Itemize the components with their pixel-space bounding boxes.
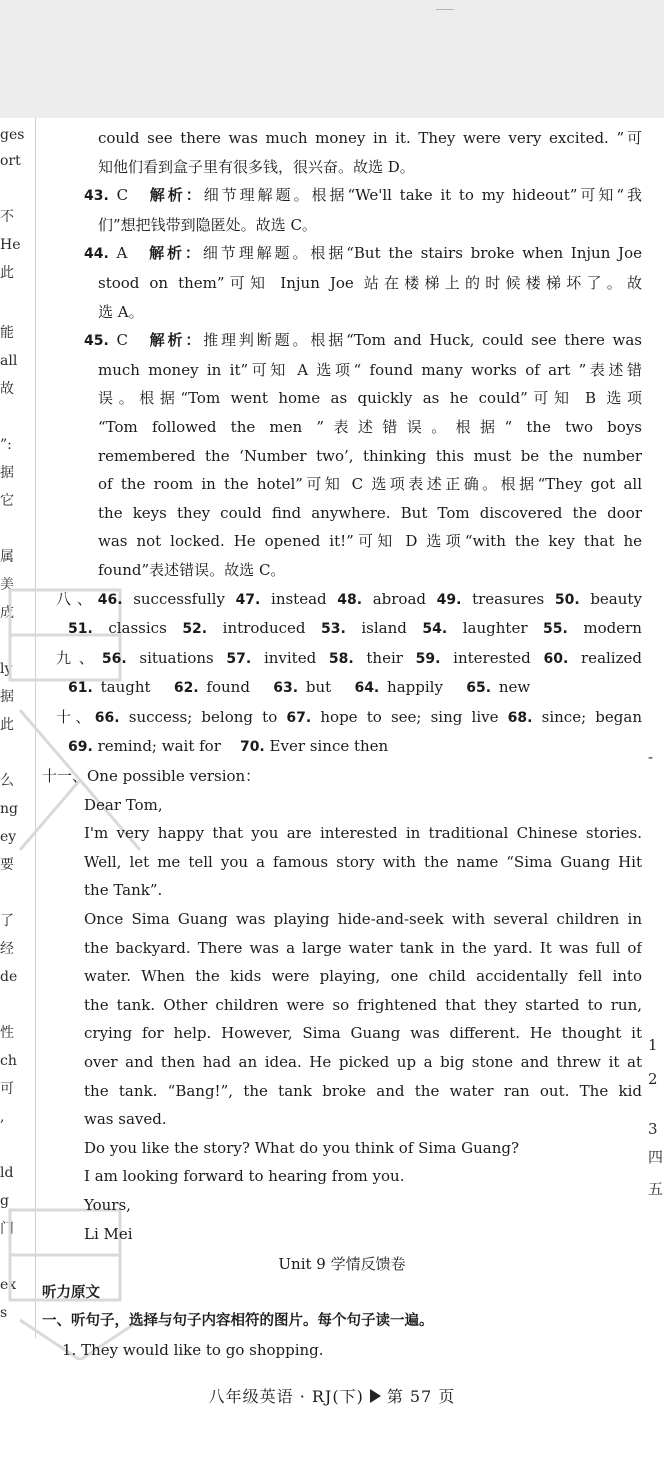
listening-title: 听力原文 [42, 1284, 100, 1301]
listening-item-1: 1. They would like to go shopping. [62, 1340, 324, 1359]
left-edge-fragment: ort [0, 153, 21, 169]
item-answer: laughter [462, 619, 528, 638]
continued-line-1: could see there was much money in it. They were very excited. ”可 [98, 129, 642, 147]
item-number: 53. [321, 621, 346, 638]
section-label: 九、 [56, 648, 102, 667]
letter-line: crying for help. However, Sima Guang was different. He thought it [84, 1024, 642, 1043]
right-edge-fragment: 2 [648, 1070, 658, 1088]
letter-line: the Tank”. [84, 881, 163, 900]
answer-45-line-9: found”表述错误。故选 C。 [98, 560, 286, 579]
answer-45-line-8: was not locked. He opened it!”可知 D 选项“with the key that he [98, 532, 642, 551]
letter-line: water. When the kids were playing, one child accidentally fell into [84, 967, 642, 986]
left-edge-fragment: 门 [0, 1221, 14, 1237]
letter-body [42, 819, 642, 1191]
letter-line: the backyard. There was a large water tank in the yard. It was full of [84, 938, 642, 957]
item-answer: classics [108, 619, 167, 638]
answer-choice: C [116, 331, 128, 350]
section-label: 十、 [56, 707, 95, 726]
left-edge-fragment: 经 [0, 941, 14, 957]
left-edge-fragment: ”: [0, 437, 12, 453]
left-edge-fragment: 此 [0, 265, 14, 281]
item-number: 58. [328, 650, 354, 667]
left-edge-fragment: 成 [0, 605, 14, 621]
left-edge-fragment: 故 [0, 381, 14, 397]
item-number: 61. [68, 680, 93, 697]
analysis-text: 推理判断题。根据“Tom and Huck, could see there was [203, 331, 642, 350]
section-10-row-1 [42, 703, 642, 733]
left-edge-fragment: s [0, 1305, 8, 1321]
left-edge-fragment: ly [0, 661, 13, 677]
answer-44-line-2: stood on them”可知 Injun Joe 站在楼梯上的时候楼梯坏了。故 [98, 273, 642, 292]
left-edge-fragment: 此 [0, 717, 14, 733]
left-edge-fragment: 么 [0, 773, 14, 789]
item-answer: taught [100, 678, 151, 697]
item-number: 62. [173, 680, 199, 697]
item-number: 54. [422, 621, 448, 638]
answer-45-line-6: of the room in the hotel”可知 C 选项表述正确。根据“They got all [98, 475, 642, 494]
letter-signature: Li Mei [84, 1224, 133, 1243]
item-answer: island [361, 619, 407, 638]
letter-line: Do you like the story? What do you think of Sima Guang? [84, 1138, 520, 1157]
item-answer: interested [453, 648, 531, 667]
unit-title: Unit 9 学情反馈卷 [278, 1255, 406, 1274]
question-number: 44. [84, 246, 109, 263]
letter-line: I'm very happy that you are interested in traditional Chinese stories. [84, 824, 642, 843]
item-answer: modern [583, 619, 642, 638]
item-answer: introduced [222, 619, 306, 638]
left-edge-fragment: 性 [0, 1025, 14, 1041]
left-edge-fragment: g [0, 1193, 9, 1209]
answer-45-line-7: the keys they could find anywhere. But Tom discovered the door [98, 503, 642, 522]
left-edge-fragment: ey [0, 829, 17, 845]
item-answer: abroad [372, 589, 427, 608]
letter-line: the tank. Other children were so frightened that they started to run, [84, 995, 642, 1014]
right-edge-fragment: 3 [648, 1120, 658, 1138]
left-edge-fragment: 它 [0, 493, 14, 509]
right-column-fragments [640, 118, 664, 1348]
section-8-row-1 [42, 585, 642, 615]
letter-greeting: Dear Tom, [84, 795, 163, 814]
left-edge-fragment: 不 [0, 209, 14, 225]
left-edge-fragment: ng [0, 801, 18, 817]
analysis-label: 解析： [149, 244, 203, 263]
footer-book: 八年级英语 · RJ(下) [208, 1387, 364, 1406]
analysis-text: 细节理解题。根据“We'll take it to my hideout”可知“我 [203, 186, 642, 205]
section-9-row-2 [42, 673, 642, 703]
item-number: 68. [507, 709, 533, 726]
item-answer: their [366, 648, 403, 667]
item-answer: hope to see; sing live [320, 707, 499, 726]
section-8-row-2 [42, 614, 642, 644]
letter-closing: Yours, [84, 1195, 131, 1214]
item-answer: happily [387, 678, 443, 697]
answer-choice: A [116, 244, 128, 263]
answer-45-line-3: 误。根据“Tom went home as quickly as he could”可知 B 选项 [98, 389, 642, 408]
left-column-fragments [0, 118, 24, 1348]
top-mark [436, 9, 454, 10]
section-11-label: 十一、One possible version： [42, 767, 261, 786]
question-number: 45. [84, 333, 109, 350]
answer-45-line-2: much money in it”可知 A 选项“ found many works of art ”表述错 [98, 360, 642, 379]
answer-content [42, 124, 642, 1365]
right-edge-fragment: 1 [648, 1036, 658, 1054]
left-edge-fragment: ch [0, 1053, 17, 1069]
left-edge-fragment: 了 [0, 913, 14, 929]
item-number: 55. [543, 621, 568, 638]
item-number: 66. [94, 709, 120, 726]
item-answer: since; began [541, 707, 642, 726]
left-edge-fragment: He [0, 237, 21, 253]
right-edge-fragment: - [648, 748, 654, 766]
footer-page: 第 57 页 [386, 1387, 456, 1406]
answer-43 [42, 181, 642, 211]
item-answer: but [305, 678, 332, 697]
letter-line: Well, let me tell you a famous story with the name “Sima Guang Hit [84, 852, 642, 871]
item-answer: treasures [472, 589, 545, 608]
item-answer: invited [263, 648, 317, 667]
left-edge-fragment: 据 [0, 465, 14, 481]
item-answer: found [206, 678, 250, 697]
item-number: 64. [354, 680, 380, 697]
item-number: 50. [554, 591, 580, 608]
item-number: 47. [235, 591, 261, 608]
answer-44-line-3: 选 A。 [98, 302, 144, 321]
left-edge-fragment: ges [0, 127, 24, 143]
item-number: 57. [226, 650, 252, 667]
continued-line-2: 知他们看到盒子里有很多钱，很兴奋。故选 D。 [98, 157, 415, 176]
letter-line: the tank. “Bang!”, the tank broke and the water ran out. The kid [84, 1081, 642, 1100]
section-10-row-2 [42, 732, 642, 762]
triangle-icon [370, 1389, 381, 1403]
left-edge-fragment: , [0, 1109, 5, 1125]
item-number: 59. [415, 650, 441, 667]
answer-45-line-4: “Tom followed the men ”表述错误。根据“ the two boys [98, 417, 642, 436]
right-edge-fragment: 五 [648, 1180, 664, 1198]
item-number: 52. [182, 621, 208, 638]
item-answer: situations [139, 648, 214, 667]
left-edge-fragment: ex [0, 1277, 17, 1293]
item-number: 63. [273, 680, 299, 697]
left-edge-fragment: all [0, 353, 18, 369]
item-number: 46. [97, 591, 123, 608]
left-edge-fragment: de [0, 969, 18, 985]
item-answer: beauty [590, 589, 642, 608]
top-margin-band [0, 0, 664, 118]
letter-line: I am looking forward to hearing from you. [84, 1167, 405, 1186]
answer-45 [42, 326, 642, 356]
letter-line: over and then had an idea. He picked up a big stone and threw it at [84, 1053, 642, 1071]
left-edge-fragment: 据 [0, 689, 14, 705]
letter-line: was saved. [84, 1110, 167, 1129]
item-number: 60. [543, 650, 569, 667]
answer-44 [42, 239, 642, 269]
item-answer: successfully [133, 589, 225, 608]
letter-line: Once Sima Guang was playing hide-and-seek with several children in [84, 910, 642, 929]
item-number: 56. [101, 650, 127, 667]
item-number: 69. [68, 739, 93, 756]
item-answer: remind; wait for [97, 737, 221, 756]
answer-45-line-5: remembered the ‘Number two’, thinking this must be the number [98, 446, 642, 465]
left-edge-fragment: 能 [0, 325, 14, 341]
left-edge-fragment: 属 [0, 549, 14, 565]
left-edge-fragment: 可 [0, 1081, 14, 1097]
listening-part-1: 一、听句子，选择与句子内容相符的图片。每个句子读一遍。 [42, 1313, 434, 1330]
item-answer: realized [581, 648, 642, 667]
item-number: 48. [337, 591, 363, 608]
item-number: 65. [466, 680, 492, 697]
item-number: 49. [436, 591, 462, 608]
left-edge-fragment: 要 [0, 857, 14, 873]
item-number: 51. [68, 621, 93, 638]
item-answer: instead [271, 589, 327, 608]
item-answer: Ever since then [269, 737, 389, 756]
item-answer: success; belong to [128, 707, 278, 726]
analysis-label: 解析： [149, 331, 204, 350]
section-label: 八、 [56, 589, 98, 608]
left-edge-fragment: ld [0, 1165, 14, 1181]
question-number: 43. [84, 188, 109, 205]
column-divider [35, 118, 36, 1338]
analysis-text: 细节理解题。根据“But the stairs broke when Injun Joe [202, 244, 642, 263]
page-footer [0, 1384, 664, 1407]
item-answer: new [498, 678, 531, 697]
right-edge-fragment: 四 [648, 1148, 664, 1166]
answer-43-line-2: 们”想把钱带到隐匿处。故选 C。 [98, 215, 317, 234]
section-9-row-1 [42, 644, 642, 674]
left-edge-fragment: 美 [0, 577, 14, 593]
item-number: 70. [239, 739, 265, 756]
analysis-label: 解析： [149, 186, 204, 205]
answer-choice: C [116, 186, 129, 205]
item-number: 67. [286, 709, 312, 726]
